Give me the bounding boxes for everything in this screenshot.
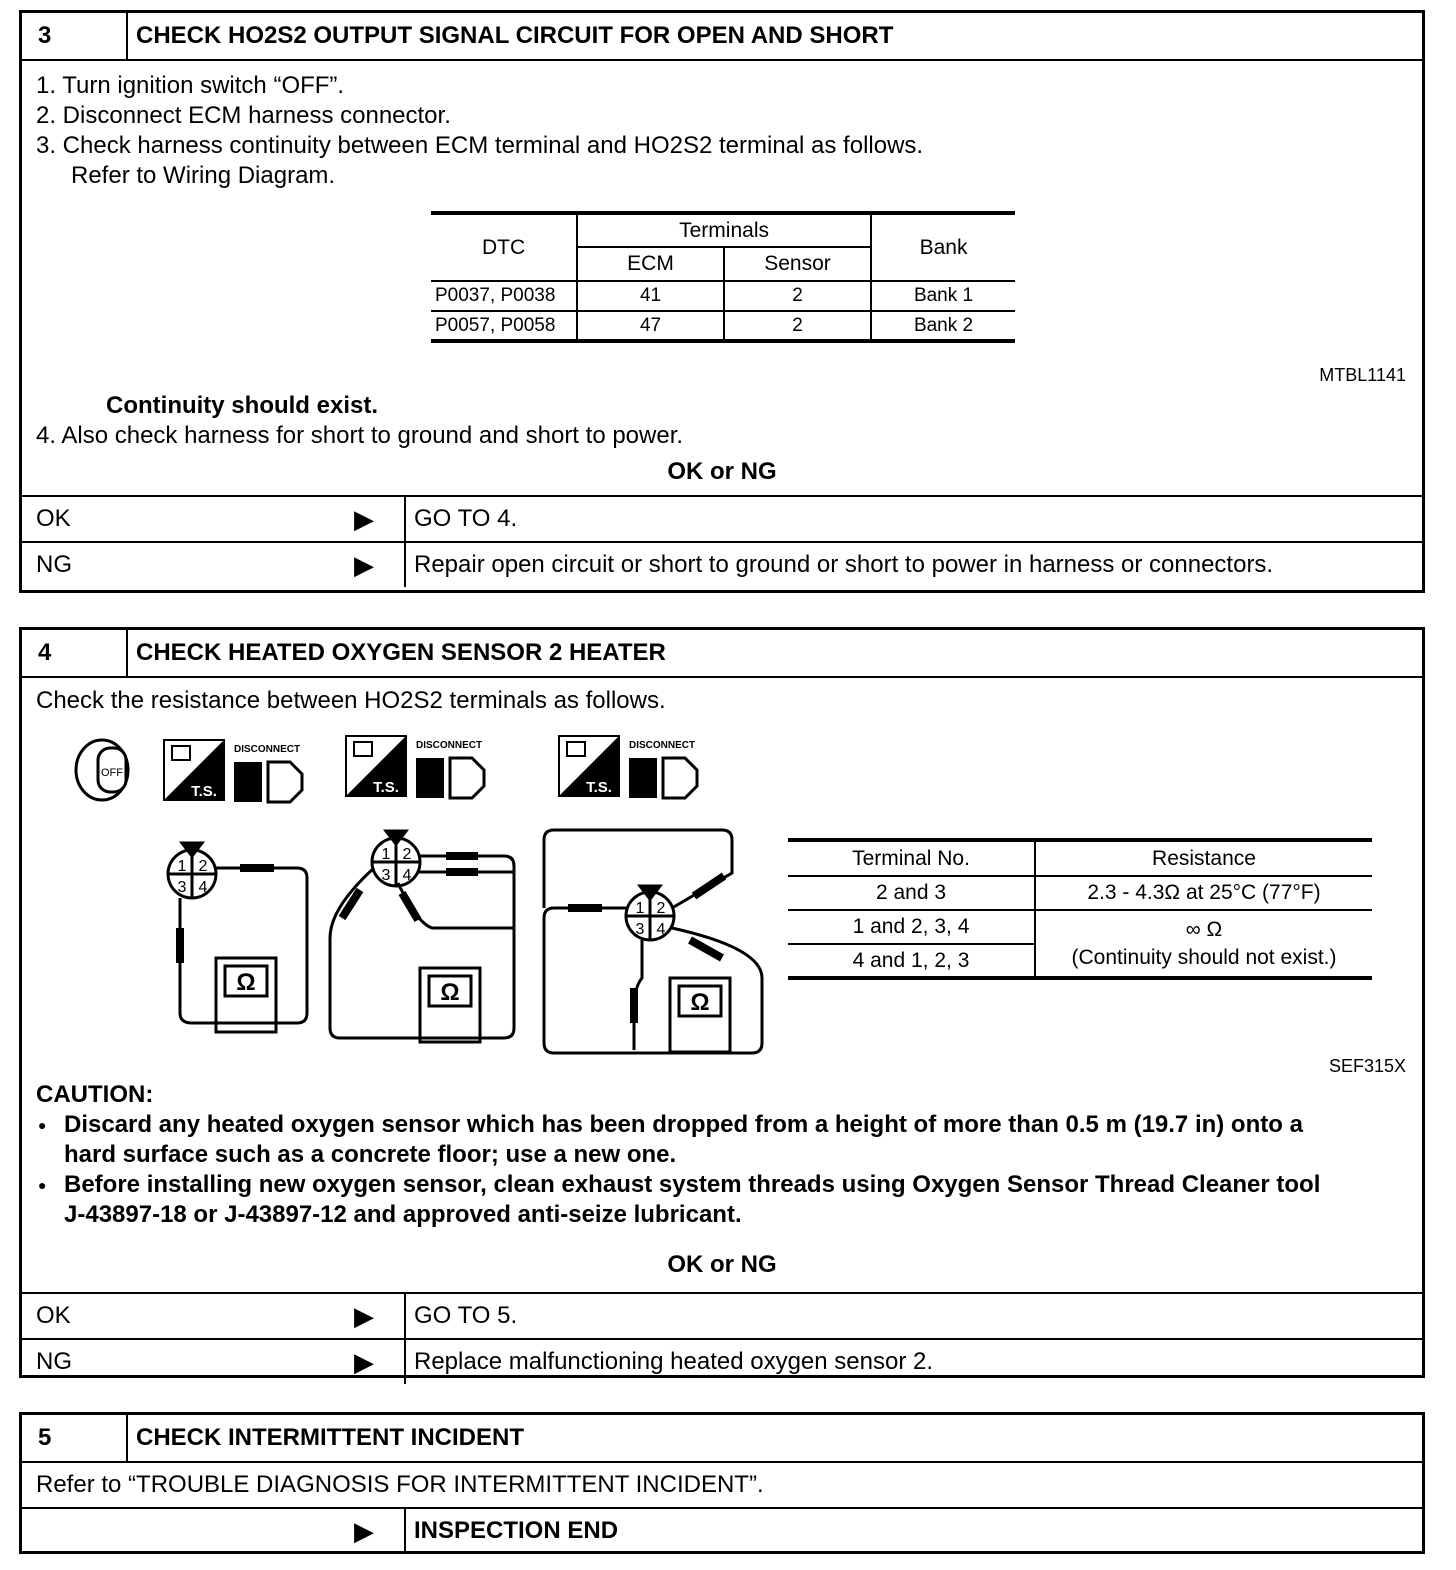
step-3-header [22,13,1422,61]
key-off-label: OFF [101,767,123,779]
svg-text:1: 1 [635,900,645,917]
ok-or-ng-heading: OK or NG [667,1251,777,1278]
ok-ng-heading-row [22,451,1422,495]
arrow-right-icon: ▶ [354,1347,374,1377]
ts-disconnect-icon-set-3 [559,736,697,798]
result-label: NG [36,551,72,578]
result-action: INSPECTION END [414,1517,619,1544]
col-ecm: ECM [577,247,724,281]
step-5-box [19,1412,1425,1554]
caution-bullet-1: ● Discard any heated oxygen sensor which has been dropped from a height of more than 0.5 m (19.7 in) onto a [64,1110,1303,1140]
ok-or-ng-heading: OK or NG [667,458,777,485]
step-3-body [22,61,1422,451]
ts-disconnect-icon-set-1 [164,740,302,802]
table-cell-dtc: P0037, P0038 [431,281,577,311]
table-cell-ecm: 47 [577,311,724,341]
table-cell-bank: Bank 2 [913,314,974,336]
svg-text:1: 1 [381,846,391,863]
ohm-symbol: Ω [440,979,460,1006]
svg-text:2: 2 [198,858,208,875]
caution-bullet-1-cont: hard surface such as a concrete floor; use a new one. [64,1141,677,1168]
measurement-diagram [22,678,782,1078]
disconnect-label: DISCONNECT [629,740,696,751]
caution-bullet-2: ● Before installing new oxygen sensor, clean exhaust system threads using Oxygen Sensor Thread Cleaner tool [64,1170,1320,1200]
table-cell-dtc: P0057, P0058 [431,311,577,341]
ohmmeter-diagram-1 [168,843,307,1032]
ts-disconnect-icon-set-2 [346,736,484,798]
svg-text:3: 3 [381,867,391,884]
table-cell-resistance-open [1035,910,1372,978]
step-number: 5 [22,1415,128,1461]
instruction-line-4: 4. Also check harness for short to ground and short to power. [36,422,684,449]
result-action: GO TO 5. [414,1302,518,1329]
infinity-ohm: ∞ Ω [1185,917,1223,941]
step-title: CHECK HEATED OXYGEN SENSOR 2 HEATER [136,639,666,666]
svg-text:1: 1 [177,858,187,875]
step-5-header [22,1415,1422,1463]
ok-ng-heading-row [22,1238,1422,1292]
result-row-ok [22,1292,1422,1338]
result-row-ok [22,495,1422,541]
table-cell-sensor: 2 [724,311,871,341]
svg-text:2: 2 [402,846,412,863]
arrow-right-icon: ▶ [354,1301,374,1331]
arrow-right-icon: ▶ [354,504,374,534]
step-title: CHECK HO2S2 OUTPUT SIGNAL CIRCUIT FOR OPEN AND SHORT [136,22,894,49]
ohmmeter-diagram-3 [544,830,762,1053]
result-row-ng [22,1338,1422,1384]
caution-bullet-2-cont: J-43897-18 or J-43897-12 and approved anti-seize lubricant. [64,1201,742,1228]
svg-text:4: 4 [402,867,412,884]
figure-code: SEF315X [1328,1056,1406,1076]
svg-text:3: 3 [177,879,187,896]
col-bank: Bank [871,213,1015,281]
result-row-end [22,1507,1422,1553]
step-3-box [19,10,1425,593]
table-cell-terminal: 2 and 3 [788,876,1035,910]
col-terminals: Terminals [577,213,871,247]
continuity-note: Continuity should exist. [106,392,379,419]
instruction-line-3: 3. Check harness continuity between ECM terminal and HO2S2 terminal as follows. [36,132,924,159]
instruction-line-1: 1. Turn ignition switch “OFF”. [36,72,345,99]
ohmmeter-diagram-2 [330,831,514,1042]
arrow-right-icon: ▶ [354,1516,374,1546]
step-5-text: Refer to “TROUBLE DIAGNOSIS FOR INTERMITTENT INCIDENT”. [36,1471,764,1498]
terminal-continuity-table [431,211,1015,343]
ignition-key-off-icon [76,740,128,800]
svg-text:4: 4 [656,921,666,938]
ohm-symbol: Ω [690,989,710,1016]
disconnect-label: DISCONNECT [416,740,483,751]
col-sensor: Sensor [764,252,831,275]
instruction-intro: Check the resistance between HO2S2 terminals as follows. [36,687,666,714]
ts-label: T.S. [373,779,399,796]
result-action: Repair open circuit or short to ground or short to power in harness or connectors. [414,551,1274,578]
col-terminal-no: Terminal No. [788,840,1035,876]
step-4-box [19,627,1425,1378]
result-row-ng [22,541,1422,587]
step-4-header [22,630,1422,678]
svg-text:2: 2 [656,900,666,917]
step-4-body [22,678,1422,1238]
table-cell-terminal: 4 and 1, 2, 3 [788,944,1035,978]
step-number: 3 [22,13,128,59]
table-cell-terminal: 1 and 2, 3, 4 [788,910,1035,944]
col-dtc: DTC [431,213,577,281]
ts-label: T.S. [586,779,612,796]
disconnect-label: DISCONNECT [234,744,301,755]
result-label: OK [36,1302,71,1329]
svg-text:3: 3 [635,921,645,938]
ts-label: T.S. [191,783,217,800]
arrow-right-icon: ▶ [354,550,374,580]
instruction-line-2: 2. Disconnect ECM harness connector. [36,102,451,129]
figure-code: MTBL1141 [1319,365,1406,385]
result-action: Replace malfunctioning heated oxygen sensor 2. [414,1348,933,1375]
table-cell-sensor: 2 [724,281,871,311]
result-label: NG [36,1348,72,1375]
caution-heading: CAUTION: [36,1081,154,1108]
table-cell-ecm: 41 [577,281,724,311]
instruction-line-3-cont: Refer to Wiring Diagram. [71,162,336,189]
result-action: GO TO 4. [414,505,518,532]
result-label: OK [36,505,71,532]
resistance-table [788,838,1372,980]
step-number: 4 [22,630,128,676]
svg-text:4: 4 [198,879,208,896]
table-cell-resistance: 2.3 - 4.3Ω at 25°C (77°F) [1087,881,1321,904]
col-resistance: Resistance [1152,846,1256,870]
table-cell-bank: Bank 1 [913,285,974,306]
step-title: CHECK INTERMITTENT INCIDENT [136,1424,524,1451]
ohm-symbol: Ω [236,969,256,996]
no-continuity-note: (Continuity should not exist.) [1071,945,1337,969]
